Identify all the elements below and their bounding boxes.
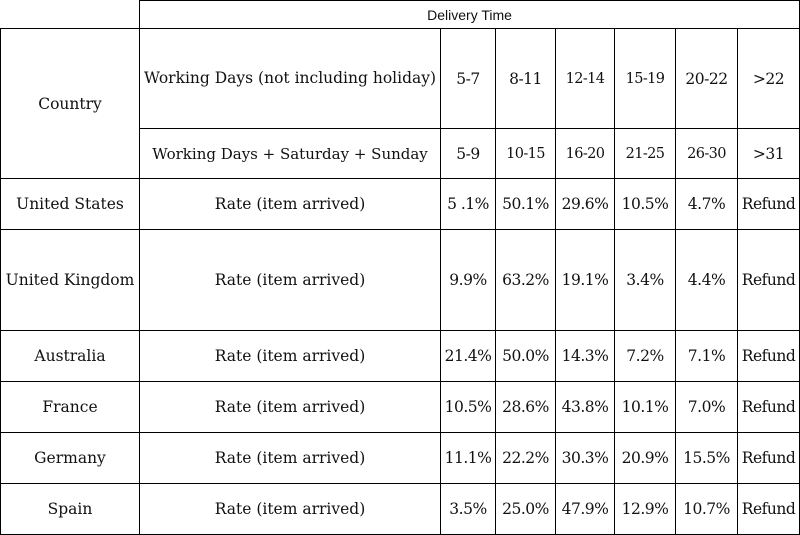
value-cell: 10.1% xyxy=(615,382,676,433)
value-cell: 50.0% xyxy=(496,331,556,382)
value-cell: 12.9% xyxy=(615,484,676,535)
metric-cell: Rate (item arrived) xyxy=(140,433,441,484)
value-cell: 63.2% xyxy=(496,230,556,331)
country-header: Country xyxy=(1,29,140,179)
value-cell: 9.9% xyxy=(441,230,496,331)
value-cell: 10.5% xyxy=(441,382,496,433)
value-cell: Refund xyxy=(738,382,800,433)
value-cell: 43.8% xyxy=(556,382,615,433)
range-1-2: 12-14 xyxy=(556,29,615,129)
range-2-0: 5-9 xyxy=(441,129,496,179)
value-cell: 47.9% xyxy=(556,484,615,535)
value-cell: 4.7% xyxy=(676,179,738,230)
metric-cell: Rate (item arrived) xyxy=(140,179,441,230)
metric-cell: Rate (item arrived) xyxy=(140,484,441,535)
metric-cell: Rate (item arrived) xyxy=(140,331,441,382)
range-1-0: 5-7 xyxy=(441,29,496,129)
country-cell: United States xyxy=(1,179,140,230)
value-cell: 50.1% xyxy=(496,179,556,230)
range-2-4: 26-30 xyxy=(676,129,738,179)
value-cell: 19.1% xyxy=(556,230,615,331)
country-cell: Australia xyxy=(1,331,140,382)
range-1-5: >22 xyxy=(738,29,800,129)
value-cell: Refund xyxy=(738,433,800,484)
value-cell: 7.2% xyxy=(615,331,676,382)
value-cell: 7.1% xyxy=(676,331,738,382)
working-days-label: Working Days (not including holiday) xyxy=(140,29,441,129)
value-cell: 25.0% xyxy=(496,484,556,535)
value-cell: 10.5% xyxy=(615,179,676,230)
value-cell: 28.6% xyxy=(496,382,556,433)
range-2-1: 10-15 xyxy=(496,129,556,179)
value-cell: Refund xyxy=(738,230,800,331)
range-2-5: >31 xyxy=(738,129,800,179)
value-cell: 30.3% xyxy=(556,433,615,484)
value-cell: 3.4% xyxy=(615,230,676,331)
value-cell: 29.6% xyxy=(556,179,615,230)
value-cell: 21.4% xyxy=(441,331,496,382)
range-1-4: 20-22 xyxy=(676,29,738,129)
header-blank-cell xyxy=(1,1,140,29)
value-cell: 3.5% xyxy=(441,484,496,535)
range-2-3: 21-25 xyxy=(615,129,676,179)
delivery-time-header: Delivery Time xyxy=(140,1,800,29)
value-cell: Refund xyxy=(738,179,800,230)
country-cell: Germany xyxy=(1,433,140,484)
working-days-weekend-label: Working Days + Saturday + Sunday xyxy=(140,129,441,179)
value-cell: 14.3% xyxy=(556,331,615,382)
table-row xyxy=(1,179,800,230)
value-cell: Refund xyxy=(738,484,800,535)
metric-cell: Rate (item arrived) xyxy=(140,382,441,433)
range-1-3: 15-19 xyxy=(615,29,676,129)
country-cell: Spain xyxy=(1,484,140,535)
value-cell: 11.1% xyxy=(441,433,496,484)
value-cell: 10.7% xyxy=(676,484,738,535)
metric-cell: Rate (item arrived) xyxy=(140,230,441,331)
value-cell: Refund xyxy=(738,331,800,382)
range-2-2: 16-20 xyxy=(556,129,615,179)
country-cell: United Kingdom xyxy=(1,230,140,331)
value-cell: 4.4% xyxy=(676,230,738,331)
value-cell: 15.5% xyxy=(676,433,738,484)
value-cell: 20.9% xyxy=(615,433,676,484)
value-cell: 7.0% xyxy=(676,382,738,433)
table-row xyxy=(1,484,800,535)
country-cell: France xyxy=(1,382,140,433)
table-row xyxy=(1,433,800,484)
table-row xyxy=(1,331,800,382)
table-row xyxy=(1,382,800,433)
value-cell: 5 .1% xyxy=(441,179,496,230)
table-row xyxy=(1,230,800,331)
value-cell: 22.2% xyxy=(496,433,556,484)
range-1-1: 8-11 xyxy=(496,29,556,129)
